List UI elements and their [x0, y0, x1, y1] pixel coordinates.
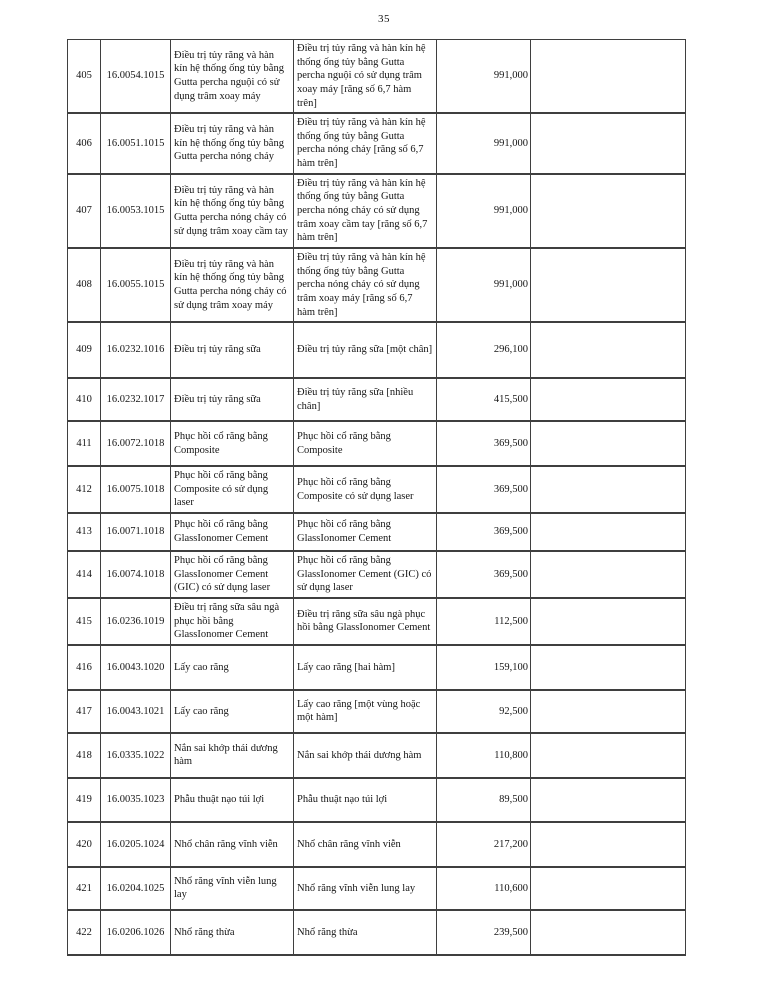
service-description-cell: Nhổ răng thừa — [294, 910, 437, 955]
table-row — [68, 40, 686, 114]
table-row — [68, 910, 686, 955]
service-price-table — [67, 39, 686, 956]
service-code-cell: 16.0054.1015 — [101, 40, 171, 114]
service-description-cell: Điều trị tủy răng và hàn kín hệ thống ống tủy bằng Gutta percha nóng chảy có sử dụng trâm xoay cầm tay [răng số 6,7 hàm trên] — [294, 174, 437, 248]
table-row — [68, 421, 686, 466]
row-number-cell: 418 — [68, 733, 101, 778]
service-code-cell: 16.0236.1019 — [101, 598, 171, 645]
service-code-cell: 16.0072.1018 — [101, 421, 171, 466]
table-row — [68, 513, 686, 551]
service-description-cell: Phục hồi cổ răng bằng Composite — [294, 421, 437, 466]
note-cell — [531, 690, 686, 733]
service-code-cell: 16.0335.1022 — [101, 733, 171, 778]
service-name-cell: Nhổ chân răng vĩnh viễn — [171, 822, 294, 867]
row-number-cell: 408 — [68, 248, 101, 322]
service-description-cell: Điều trị tủy răng và hàn kín hệ thống ống tủy bằng Gutta percha nóng chảy có sử dụng trâm xoay máy [răng số 6,7 hàm trên] — [294, 248, 437, 322]
service-name-cell: Điều trị tủy răng và hàn kín hệ thống ống tủy bằng Gutta percha nguội có sử dụng trâm xoay máy — [171, 40, 294, 114]
service-code-cell: 16.0205.1024 — [101, 822, 171, 867]
note-cell — [531, 551, 686, 598]
table-row — [68, 690, 686, 733]
table-row — [68, 733, 686, 778]
service-name-cell: Phục hồi cổ răng bằng GlassIonomer Cement — [171, 513, 294, 551]
service-name-cell: Lấy cao răng — [171, 645, 294, 690]
row-number-cell: 422 — [68, 910, 101, 955]
service-code-cell: 16.0055.1015 — [101, 248, 171, 322]
service-description-cell: Nhổ răng vĩnh viễn lung lay — [294, 867, 437, 910]
service-description-cell: Điều trị răng sữa sâu ngà phục hồi bằng GlassIonomer Cement — [294, 598, 437, 645]
service-code-cell: 16.0075.1018 — [101, 466, 171, 513]
service-name-cell: Điều trị tủy răng và hàn kín hệ thống ống tủy bằng Gutta percha nóng chảy có sử dụng trâm xoay cầm tay — [171, 174, 294, 248]
service-price-cell: 159,100 — [437, 645, 531, 690]
note-cell — [531, 910, 686, 955]
service-price-cell: 217,200 — [437, 822, 531, 867]
service-price-cell: 92,500 — [437, 690, 531, 733]
service-name-cell: Phục hồi cổ răng bằng Composite có sử dụng laser — [171, 466, 294, 513]
row-number-cell: 417 — [68, 690, 101, 733]
service-name-cell: Nhổ răng vĩnh viễn lung lay — [171, 867, 294, 910]
row-number-cell: 405 — [68, 40, 101, 114]
service-code-cell: 16.0232.1016 — [101, 322, 171, 378]
note-cell — [531, 40, 686, 114]
note-cell — [531, 733, 686, 778]
service-description-cell: Lấy cao răng [một vùng hoặc một hàm] — [294, 690, 437, 733]
service-price-cell: 369,500 — [437, 551, 531, 598]
table-row — [68, 248, 686, 322]
note-cell — [531, 466, 686, 513]
service-description-cell: Lấy cao răng [hai hàm] — [294, 645, 437, 690]
service-price-cell: 991,000 — [437, 174, 531, 248]
row-number-cell: 413 — [68, 513, 101, 551]
service-description-cell: Điều trị tủy răng và hàn kín hệ thống ống tủy bằng Gutta percha nóng chảy [răng số 6,7 hàm trên] — [294, 113, 437, 174]
table-row — [68, 322, 686, 378]
service-code-cell: 16.0074.1018 — [101, 551, 171, 598]
table-row — [68, 778, 686, 822]
table-row — [68, 867, 686, 910]
page-number: 35 — [378, 13, 390, 25]
row-number-cell: 409 — [68, 322, 101, 378]
note-cell — [531, 598, 686, 645]
table-row — [68, 551, 686, 598]
table-row — [68, 822, 686, 867]
service-description-cell: Điều trị tủy răng sữa [một chân] — [294, 322, 437, 378]
note-cell — [531, 113, 686, 174]
note-cell — [531, 378, 686, 421]
service-name-cell: Điều trị răng sữa sâu ngà phục hồi bằng GlassIonomer Cement — [171, 598, 294, 645]
table-row — [68, 598, 686, 645]
row-number-cell: 407 — [68, 174, 101, 248]
table-row — [68, 174, 686, 248]
row-number-cell: 415 — [68, 598, 101, 645]
note-cell — [531, 322, 686, 378]
service-name-cell: Phục hồi cổ răng bằng Composite — [171, 421, 294, 466]
note-cell — [531, 645, 686, 690]
service-name-cell: Phẫu thuật nạo túi lợi — [171, 778, 294, 822]
row-number-cell: 412 — [68, 466, 101, 513]
service-code-cell: 16.0232.1017 — [101, 378, 171, 421]
service-code-cell: 16.0035.1023 — [101, 778, 171, 822]
table-row — [68, 113, 686, 174]
table-row — [68, 378, 686, 421]
service-price-cell: 296,100 — [437, 322, 531, 378]
service-price-cell: 369,500 — [437, 466, 531, 513]
service-price-cell: 110,600 — [437, 867, 531, 910]
service-price-cell: 991,000 — [437, 113, 531, 174]
service-price-cell: 110,800 — [437, 733, 531, 778]
service-code-cell: 16.0071.1018 — [101, 513, 171, 551]
note-cell — [531, 421, 686, 466]
service-price-cell: 89,500 — [437, 778, 531, 822]
row-number-cell: 411 — [68, 421, 101, 466]
service-description-cell: Phẫu thuật nạo túi lợi — [294, 778, 437, 822]
service-name-cell: Điều trị tủy răng và hàn kín hệ thống ống tủy bằng Gutta percha nóng chảy có sử dụng trâm xoay máy — [171, 248, 294, 322]
service-name-cell: Lấy cao răng — [171, 690, 294, 733]
service-description-cell: Điều trị tủy răng sữa [nhiều chân] — [294, 378, 437, 421]
service-name-cell: Nắn sai khớp thái dương hàm — [171, 733, 294, 778]
note-cell — [531, 174, 686, 248]
service-code-cell: 16.0204.1025 — [101, 867, 171, 910]
service-name-cell: Điều trị tủy răng và hàn kín hệ thống ống tủy bằng Gutta percha nóng chảy — [171, 113, 294, 174]
service-description-cell: Phục hồi cổ răng bằng GlassIonomer Cement — [294, 513, 437, 551]
note-cell — [531, 513, 686, 551]
service-price-cell: 239,500 — [437, 910, 531, 955]
row-number-cell: 419 — [68, 778, 101, 822]
service-name-cell: Điều trị tủy răng sữa — [171, 322, 294, 378]
service-name-cell: Phục hồi cổ răng bằng GlassIonomer Cement (GIC) có sử dụng laser — [171, 551, 294, 598]
service-price-cell: 369,500 — [437, 513, 531, 551]
service-code-cell: 16.0043.1020 — [101, 645, 171, 690]
service-description-cell: Điều trị tủy răng và hàn kín hệ thống ống tủy bằng Gutta percha nguội có sử dụng trâm xoay máy [răng số 6,7 hàm trên] — [294, 40, 437, 114]
table-row — [68, 466, 686, 513]
service-price-cell: 369,500 — [437, 421, 531, 466]
service-description-cell: Phục hồi cổ răng bằng GlassIonomer Cement (GIC) có sử dụng laser — [294, 551, 437, 598]
service-name-cell: Điều trị tủy răng sữa — [171, 378, 294, 421]
service-description-cell: Phục hồi cổ răng bằng Composite có sử dụng laser — [294, 466, 437, 513]
service-price-cell: 415,500 — [437, 378, 531, 421]
service-name-cell: Nhổ răng thừa — [171, 910, 294, 955]
row-number-cell: 421 — [68, 867, 101, 910]
row-number-cell: 410 — [68, 378, 101, 421]
service-description-cell: Nhổ chân răng vĩnh viễn — [294, 822, 437, 867]
row-number-cell: 420 — [68, 822, 101, 867]
service-code-cell: 16.0051.1015 — [101, 113, 171, 174]
service-code-cell: 16.0206.1026 — [101, 910, 171, 955]
service-price-cell: 991,000 — [437, 248, 531, 322]
row-number-cell: 406 — [68, 113, 101, 174]
note-cell — [531, 822, 686, 867]
service-price-cell: 991,000 — [437, 40, 531, 114]
note-cell — [531, 778, 686, 822]
service-code-cell: 16.0043.1021 — [101, 690, 171, 733]
row-number-cell: 416 — [68, 645, 101, 690]
note-cell — [531, 867, 686, 910]
table-row — [68, 645, 686, 690]
service-price-cell: 112,500 — [437, 598, 531, 645]
note-cell — [531, 248, 686, 322]
row-number-cell: 414 — [68, 551, 101, 598]
service-description-cell: Nắn sai khớp thái dương hàm — [294, 733, 437, 778]
service-code-cell: 16.0053.1015 — [101, 174, 171, 248]
